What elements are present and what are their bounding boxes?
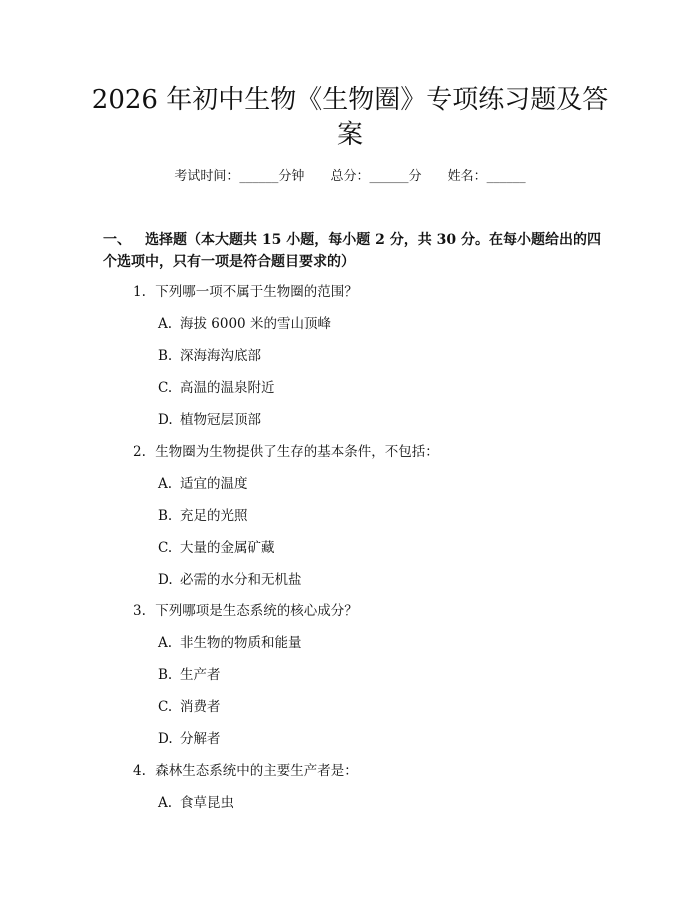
question-number: 3. [133, 603, 146, 619]
question-text: 下列哪一项不属于生物圈的范围？ [155, 284, 358, 300]
option-text: 必需的水分和无机盐 [180, 572, 302, 588]
question-text: 森林生态系统中的主要生产者是： [155, 763, 358, 779]
option-label: B. [158, 667, 173, 683]
question-number: 2. [133, 444, 146, 460]
option-text: 分解者 [180, 731, 221, 747]
option-text: 适宜的温度 [180, 476, 248, 492]
option-text: 高温的温泉附近 [180, 380, 275, 396]
student-name-field: 姓名：______ [447, 169, 526, 184]
option-text: 深海海沟底部 [180, 348, 261, 364]
option-label: D. [158, 572, 173, 588]
option-label: A. [158, 316, 173, 332]
section-instructions: 选择题（本大题共 15 小题，每小题 2 分，共 30 分。在每小题给出的四个选项中，只有一项是符合题目要求的） [103, 232, 601, 270]
total-score-field: 总分：______分 [330, 169, 422, 184]
option-1b [158, 346, 261, 366]
section-number: 一、 [103, 232, 131, 248]
option-3d [158, 729, 221, 749]
option-label: D. [158, 412, 173, 428]
option-text: 非生物的物质和能量 [180, 635, 302, 651]
option-label: D. [158, 731, 173, 747]
option-2d [158, 570, 302, 590]
section-heading [103, 229, 608, 273]
option-3b [158, 665, 221, 685]
option-text: 充足的光照 [180, 508, 248, 524]
option-1a [158, 314, 331, 334]
option-text: 消费者 [180, 699, 221, 715]
option-label: A. [158, 795, 173, 811]
option-label: B. [158, 508, 173, 524]
option-text: 生产者 [180, 667, 221, 683]
question-2 [133, 442, 439, 462]
option-text: 海拔 6000 米的雪山顶峰 [180, 316, 331, 332]
exam-info-line [0, 168, 700, 186]
option-label: A. [158, 635, 173, 651]
option-label: A. [158, 476, 173, 492]
option-text: 大量的金属矿藏 [180, 540, 275, 556]
option-2a [158, 474, 248, 494]
option-label: C. [158, 699, 173, 715]
option-2b [158, 506, 248, 526]
exam-time-field: 考试时间：______分钟 [174, 169, 305, 184]
question-number: 4. [133, 763, 146, 779]
option-4a [158, 793, 234, 813]
question-3 [133, 601, 358, 621]
question-text: 下列哪项是生态系统的核心成分？ [155, 603, 358, 619]
question-number: 1. [133, 284, 146, 300]
option-text: 植物冠层顶部 [180, 412, 261, 428]
option-1c [158, 378, 275, 398]
question-4 [133, 761, 358, 781]
page-title-line-2: 案 [336, 120, 363, 150]
option-1d [158, 410, 261, 430]
option-3a [158, 633, 302, 653]
option-3c [158, 697, 221, 717]
option-2c [158, 538, 275, 558]
option-label: C. [158, 380, 173, 396]
option-label: C. [158, 540, 173, 556]
option-text: 食草昆虫 [180, 795, 234, 811]
page-title-line-1: 2026 年初中生物《生物圈》专项练习题及答 [91, 85, 609, 115]
question-1 [133, 282, 358, 302]
question-text: 生物圈为生物提供了生存的基本条件，不包括： [155, 444, 439, 460]
option-label: B. [158, 348, 173, 364]
